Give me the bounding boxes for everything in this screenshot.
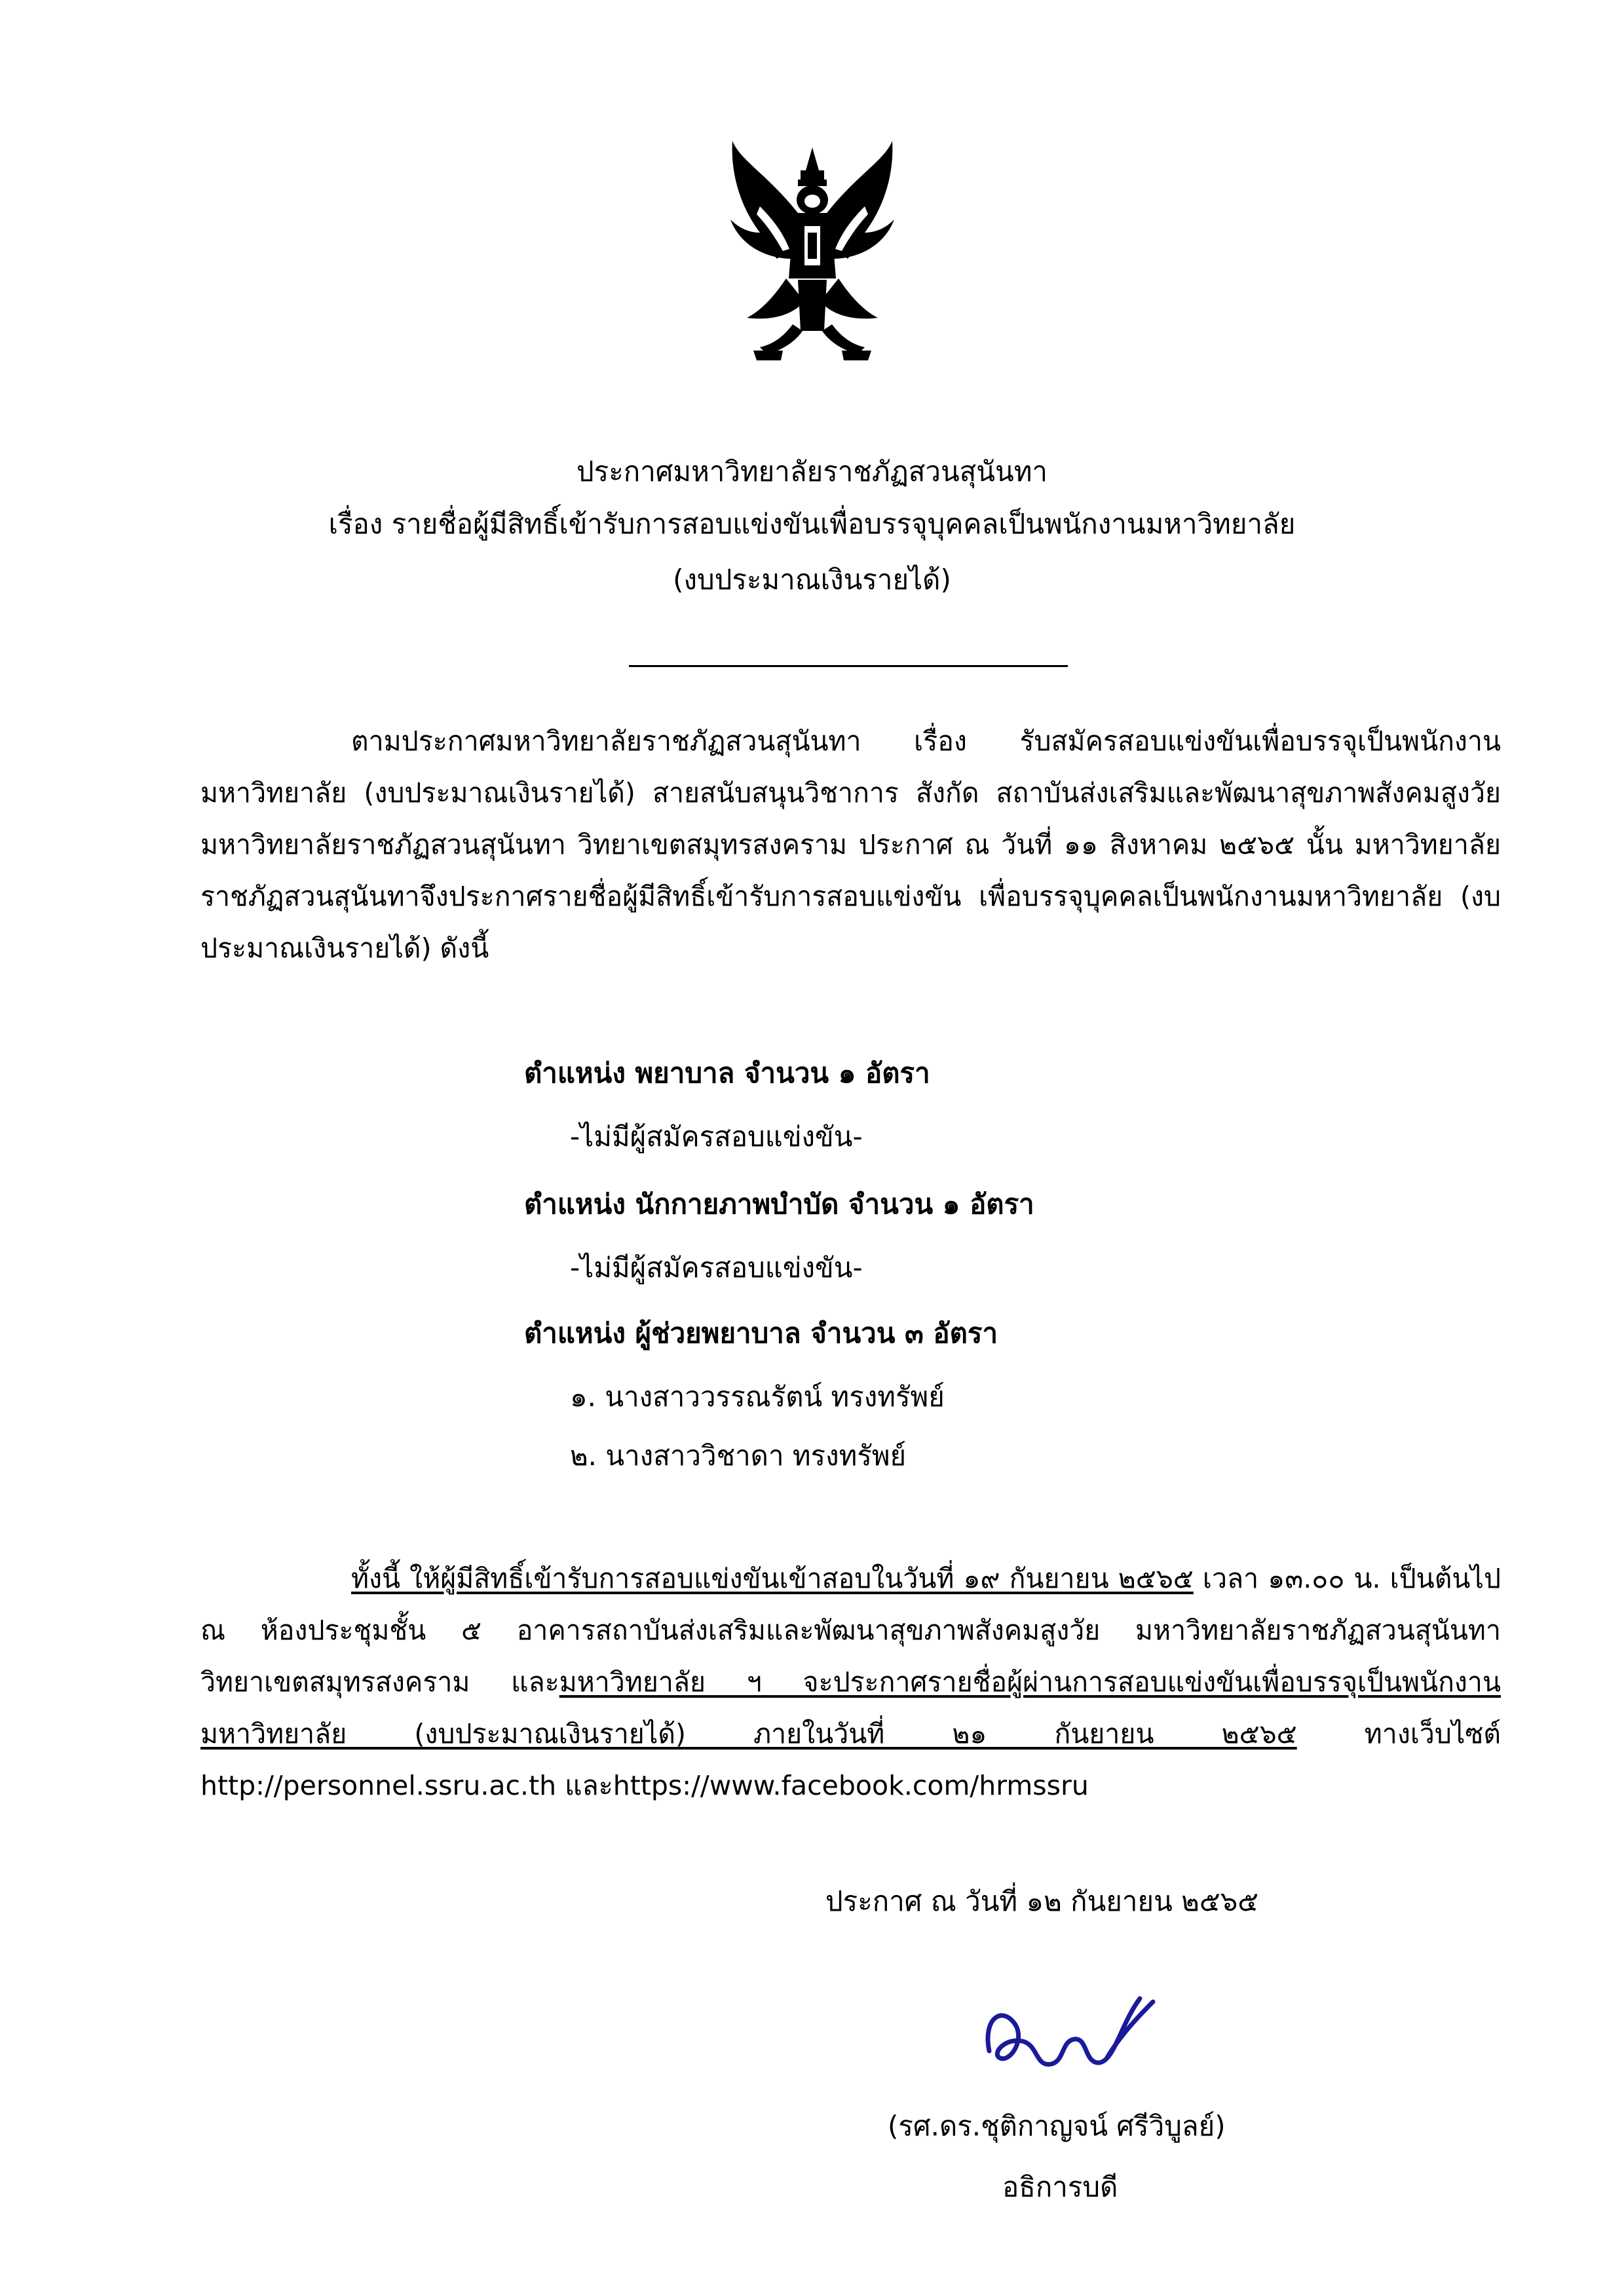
signer-name: (รศ.ดร.ชุติกาญจน์ ศรีวิบูลย์) <box>888 2110 1226 2142</box>
exam-date-text: ทั้งนี้ ให้ผู้มีสิทธิ์เข้ารับการสอบแข่งขันเข้าสอบในวันที่ ๑๙ กันยายน ๒๕๖๕ <box>351 1563 1194 1594</box>
position-title: ตำแหน่ง พยาบาล จำนวน ๑ อัตรา <box>524 1057 930 1089</box>
announcement-org: ประกาศมหาวิทยาลัยราชภัฏสวนสุนันทา <box>576 455 1048 488</box>
result-announcement-text: มหาวิทยาลัย ฯ จะประกาศรายชื่อผู้ผ่านการสอบแข่งขันเพื่อบรรจุเป็นพนักงานมหาวิทยาลัย (งบประมาณเงินรายได้) ภายในวันที่ ๒๑ กันยายน ๒๕๖๕ <box>200 1666 1501 1750</box>
signer-title: อธิการบดี <box>1002 2171 1118 2203</box>
position-title: ตำแหน่ง นักกายภาพบำบัด จำนวน ๑ อัตรา <box>524 1188 1034 1220</box>
candidate-name: ๑. นางสาววรรณรัตน์ ทรงทรัพย์ <box>570 1381 945 1413</box>
announcement-subject: เรื่อง รายชื่อผู้มีสิทธิ์เข้ารับการสอบแข่งขันเพื่อบรรจุบุคคลเป็นพนักงานมหาวิทยาลัย <box>328 508 1296 540</box>
garuda-emblem <box>721 134 904 370</box>
position-line: -ไม่มีผู้สมัครสอบแข่งขัน- <box>570 1252 863 1284</box>
intro-paragraph: ตามประกาศมหาวิทยาลัยราชภัฏสวนสุนันทา เรื่อง รับสมัครสอบแข่งขันเพื่อบรรจุเป็นพนักงานมหาวิทยาลัย (งบประมาณเงินรายได้) สายสนับสนุนวิชาการ สังกัด สถาบันส่งเสริมและพัฒนาสุขภาพสังคมสูงวัย มหาวิทยาลัยราชภัฏสวนสุนันทา วิทยาเขตสมุทรสงคราม ประกาศ ณ วันที่ ๑๑ สิงหาคม ๒๕๖๕ นั้น มหาวิทยาลัยราชภัฏสวนสุนันทาจึงประกาศรายชื่อผู้มีสิทธิ์เข้ารับการสอบแข่งขัน เพื่อบรรจุบุคคลเป็นพนักงานมหาวิทยาลัย (งบประมาณเงินรายได้) ดังนี้ <box>200 725 1501 964</box>
announcement-date: ประกาศ ณ วันที่ ๑๒ กันยายน ๒๕๖๕ <box>825 1885 1259 1917</box>
announcement-budget: (งบประมาณเงินรายได้) <box>673 564 951 596</box>
position-title: ตำแหน่ง ผู้ช่วยพยาบาล จำนวน ๓ อัตรา <box>524 1317 998 1349</box>
exam-details-paragraph <box>200 1553 1501 1812</box>
website-text: ทางเว็บไซต์ http://personnel.ssru.ac.th และhttps://www.facebook.com/hrmssru <box>200 1718 1501 1801</box>
signature <box>976 1979 1173 2077</box>
exam-location-text: เวลา ๑๓.๐๐ น. เป็นต้นไป ณ ห้องประชุมชั้น ๕ อาคารสถาบันส่งเสริมและพัฒนาสุขภาพสังคมสูงวัย มหาวิทยาลัยราชภัฏสวนสุนันทา วิทยาเขตสมุทรสงคราม และ <box>200 1563 1501 1698</box>
position-line: -ไม่มีผู้สมัครสอบแข่งขัน- <box>570 1120 863 1153</box>
header-divider <box>629 665 1068 667</box>
candidate-name: ๒. นางสาววิชาดา ทรงทรัพย์ <box>570 1440 907 1472</box>
